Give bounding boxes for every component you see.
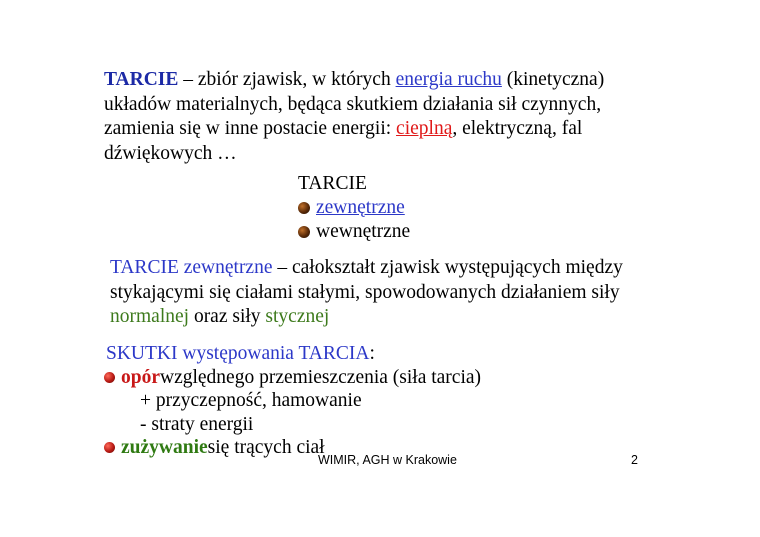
bullet-icon xyxy=(298,226,310,238)
kinds-title: TARCIE xyxy=(298,173,367,194)
external-friction-paragraph xyxy=(110,256,623,330)
external-text-1: – całokształt zjawisk występujących między xyxy=(272,257,623,278)
term-tarcie-zewnetrzne: TARCIE zewnętrzne xyxy=(110,257,273,278)
term-normalnej: normalnej xyxy=(110,306,190,327)
external-line-1 xyxy=(110,256,623,281)
definition-text-1: – zbiór zjawisk, w których xyxy=(178,69,396,90)
term-stycznej: stycznej xyxy=(265,306,330,327)
effects-section xyxy=(104,342,481,460)
friction-kinds xyxy=(298,172,410,244)
kind-item-external xyxy=(298,196,410,220)
effect-item-opor xyxy=(104,366,481,390)
term-tarcie: TARCIE xyxy=(104,69,179,90)
kind-label-internal: wewnętrzne xyxy=(316,221,411,242)
definition-paragraph xyxy=(104,68,664,166)
bullet-icon xyxy=(104,372,115,383)
external-text-3: oraz siły xyxy=(189,306,266,327)
definition-text-3: , elektryczną, fal dźwiękowych … xyxy=(104,118,583,164)
bullet-icon xyxy=(298,202,310,214)
external-line-2: stykającymi się ciałami stałymi, spowodowanych działaniem siły xyxy=(110,281,620,303)
term-cieplna: cieplną xyxy=(396,118,453,139)
definition-text-2: (kinetyczna) układów materialnych, będąca skutkiem działania sił czynnych, zamienia się w inne postacie energii: xyxy=(104,69,605,139)
effect-sub-2: - straty energii xyxy=(140,413,254,435)
effects-title-text: SKUTKI występowania TARCIA xyxy=(106,343,370,364)
external-line-3 xyxy=(110,305,623,330)
effect-sub-1: + przyczepność, hamowanie xyxy=(140,390,362,411)
effect-zuzywanie-rest: się trących ciał xyxy=(207,437,325,458)
footer-institution: WIMIR, AGH w Krakowie xyxy=(318,453,457,467)
bullet-icon xyxy=(104,442,115,453)
page-number: 2 xyxy=(631,453,638,467)
effects-colon: : xyxy=(369,343,375,364)
effects-title xyxy=(104,342,481,366)
term-energia-ruchu: energia ruchu xyxy=(395,69,502,90)
kind-item-internal xyxy=(298,220,410,244)
effect-zuzywanie-bold: zużywanie xyxy=(121,437,208,458)
effect-opor-bold: opór xyxy=(121,366,160,388)
kind-label-external: zewnętrzne xyxy=(316,197,405,218)
effect-opor-rest: względnego przemieszczenia (siła tarcia) xyxy=(160,366,482,388)
